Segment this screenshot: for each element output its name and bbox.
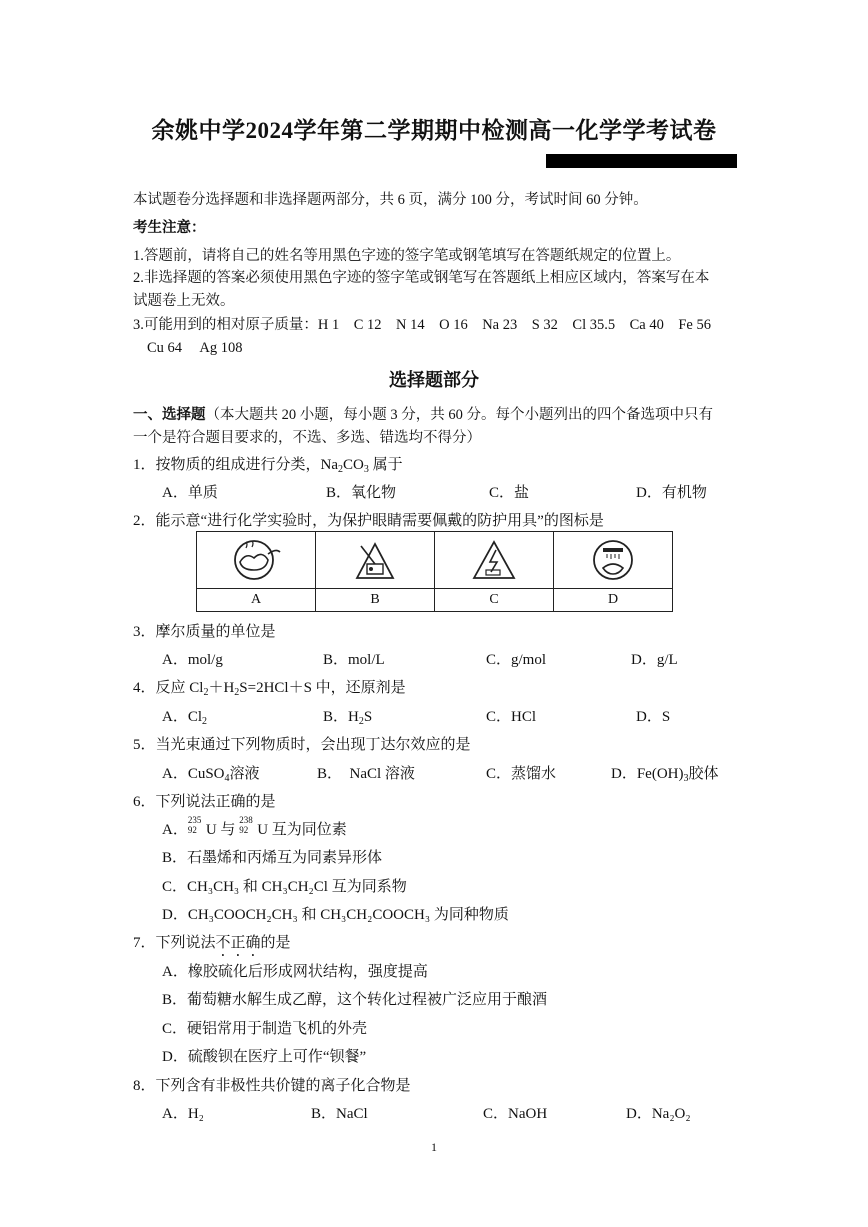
q2-label-d: D (554, 589, 673, 612)
q2-icon-table (196, 531, 673, 612)
q4-option-d: D．S (636, 709, 671, 725)
q2-cell-b (316, 532, 435, 589)
q2-cell-c (435, 532, 554, 589)
q6-option-d: D．CH₃COOCH₂CH₃ 和 CH₃CH₂COOCH₃ 为同种物质 (162, 907, 509, 923)
q4-option-c: C．HCl (486, 709, 537, 725)
notice-2-cont: 试题卷上无效。 (133, 293, 235, 309)
q4-stem: 4．反应 $Cl_2+H_2S=2HCl+S$ 中，还原剂是 (133, 680, 406, 698)
section-title: 选择题部分 (389, 370, 479, 390)
notice-2: 2.非选择题的答案必须使用黑色字迹的签字笔或钢笔写在答题纸上相应区域内，答案写在本 (133, 270, 710, 286)
q4-option-a: A．$Cl_2$ (162, 709, 208, 727)
q8-stem: 8．下列含有非极性共价键的离子化合物是 (133, 1078, 411, 1094)
part1-desc-line1 (133, 403, 713, 424)
q5-option-a: A．CuSO$_4$溶液 (162, 766, 260, 784)
q5-option-d: D．$Fe(OH)_3$胶体 (611, 766, 719, 784)
q2-label-b: B (316, 589, 435, 612)
q7-stem: 7．下列说法不正确的是 (133, 935, 291, 951)
exam-title: 余姚中学2024学年第二学期期中检测高一化学学考试卷 (151, 118, 717, 143)
q1-option-c: C．盐 (489, 485, 530, 501)
notice-3: 3.可能用到的相对原子质量：H 1 C 12 N 14 O 16 Na 23 S 32 Cl 35.5 Ca 40 Fe 56 (133, 317, 711, 333)
q2-cell-a (197, 532, 316, 589)
q7-option-c: C．硬铝常用于制造飞机的外壳 (162, 1021, 368, 1037)
q1-option-a: A．单质 (162, 485, 218, 501)
redaction-bar (546, 154, 737, 168)
hot-hand-icon (228, 538, 284, 582)
q5-option-c: C．蒸馏水 (486, 766, 557, 782)
page-number: 1 (431, 1140, 437, 1154)
q3-stem: 3．摩尔质量的单位是 (133, 624, 276, 640)
electric-hazard-icon (470, 538, 518, 582)
q4-option-b: B．$H_2S$ (323, 709, 373, 727)
q2-cell-d (554, 532, 673, 589)
q3-option-c: C．g/mol (486, 652, 547, 668)
q8-option-a: A．H₂ (162, 1106, 204, 1122)
q2-label-c: C (435, 589, 554, 612)
q5-option-b: B． NaCl 溶液 (317, 766, 415, 782)
q2-stem: 2．能示意“进行化学实验时，为保护眼睛需要佩戴的防护用具”的图标是 (133, 513, 604, 529)
q7-option-d: D．硫酸钡在医疗上可作“钡餐” (162, 1049, 367, 1065)
notice-1: 1.答题前，请将自己的姓名等用黑色字迹的签字笔或钢笔填写在答题纸规定的位置上。 (133, 248, 681, 264)
q3-option-b: B．mol/L (323, 652, 385, 668)
q6-stem: 6．下列说法正确的是 (133, 794, 276, 810)
q7-option-b: B．葡萄糖水解生成乙醇，这个转化过程被广泛应用于酿酒 (162, 992, 548, 1008)
wash-hands-icon (589, 538, 637, 582)
intro-text: 本试题卷分选择题和非选择题两部分，共 6 页，满分 100 分，考试时间 60 分钟。 (133, 192, 648, 208)
q8-option-d: D．Na₂O₂ (626, 1106, 691, 1122)
q6-option-c: C．CH₃CH₃ 和 CH₃CH₂Cl 互为同系物 (162, 879, 407, 895)
q1-option-b: B．氧化物 (326, 485, 397, 501)
part1-heading: 一、选择题 (133, 407, 206, 423)
goggles-beaker-icon (351, 538, 399, 582)
q3-option-a: A．mol/g (162, 652, 223, 668)
q1-option-d: D．有机物 (636, 485, 707, 501)
part1-desc: （本大题共 20 小题，每小题 3 分，共 60 分。每个小题列出的四个备选项中只有 (205, 407, 713, 423)
notice-3-cont: Cu 64 Ag 108 (147, 340, 243, 356)
q3-option-d: D．g/L (631, 652, 678, 668)
q8-option-c: C．NaOH (483, 1106, 548, 1122)
q6-option-b: B．石墨烯和丙烯互为同素异形体 (162, 850, 383, 866)
q7-emphasis: 不正确 (215, 935, 261, 951)
q7-option-a: A．橡胶硫化后形成网状结构，强度提高 (162, 964, 428, 980)
q6-option-a: A． 235 92 U 与 238 92 U 互为同位素 (162, 815, 347, 838)
notice-heading: 考生注意： (133, 220, 206, 236)
q8-option-b: B．NaCl (311, 1106, 368, 1122)
part1-desc-line2: 一个是符合题目要求的，不选、多选、错选均不得分） (133, 430, 481, 446)
q2-label-a: A (197, 589, 316, 612)
q1-stem: 1．按物质的组成进行分类，$Na_2CO_3$ 属于 (133, 457, 403, 475)
q5-stem: 5．当光束通过下列物质时，会出现丁达尔效应的是 (133, 737, 471, 753)
